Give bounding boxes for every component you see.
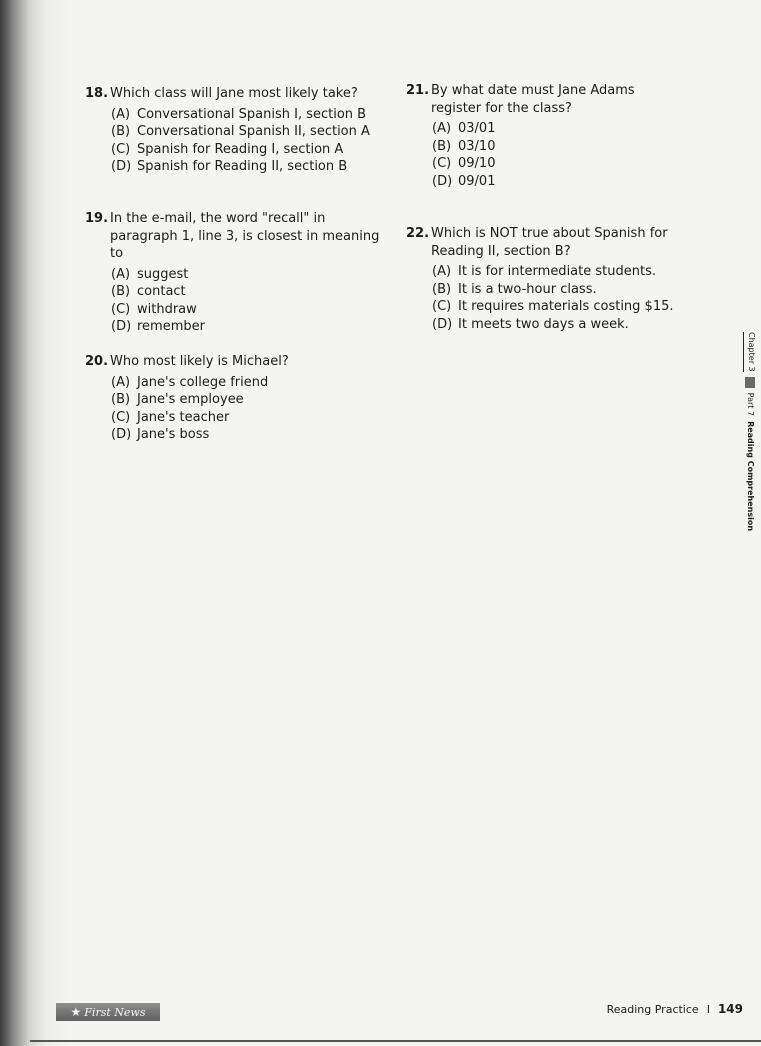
option-letter: (C): [111, 301, 131, 317]
option-letter: (A): [111, 374, 131, 390]
option-text: 03/10: [458, 138, 496, 154]
answer-option-d: [111, 426, 385, 444]
option-text: Spanish for Reading II, section B: [137, 159, 348, 174]
publisher-logo-text: First News: [84, 1005, 146, 1019]
answer-options: [111, 374, 385, 444]
option-letter: (A): [432, 121, 452, 136]
question-text: Which class will Jane most likely take?: [110, 86, 358, 101]
option-text: remember: [137, 319, 205, 334]
option-letter: (D): [111, 319, 132, 334]
option-text: 03/01: [458, 121, 496, 136]
question-number: 18.: [85, 86, 109, 101]
option-text: It is a two-hour class.: [458, 281, 597, 297]
side-tab-chapter: Chapter 3: [743, 332, 758, 372]
question-18: [85, 85, 385, 176]
question-text: Which is NOT true about Spanish for Reading II, section B?: [431, 226, 668, 259]
option-text: It meets two days a week.: [458, 316, 629, 332]
option-text: 09/01: [458, 173, 496, 189]
answer-option-c: [432, 298, 686, 316]
answer-option-b: [111, 123, 385, 141]
answer-option-a: [432, 263, 686, 281]
publisher-logo: [56, 1003, 160, 1021]
answer-option-d: [432, 173, 686, 191]
option-text: Conversational Spanish I, section B: [137, 106, 367, 122]
option-text: suggest: [137, 266, 189, 282]
option-text: contact: [137, 284, 186, 299]
page-footer: [607, 1002, 743, 1016]
option-letter: (D): [432, 316, 453, 332]
option-letter: (B): [432, 281, 452, 297]
question-text: In the e-mail, the word "recall" in paragraph 1, line 3, is closest in meaning to: [110, 211, 380, 261]
option-letter: (B): [111, 124, 131, 139]
question-21: [406, 82, 686, 190]
footer-section-title: Reading Practice: [606, 1002, 699, 1016]
option-letter: (C): [432, 156, 452, 171]
option-text: Jane's employee: [137, 392, 244, 407]
answer-option-c: [111, 301, 385, 319]
answer-option-b: [432, 138, 686, 156]
answer-option-c: [111, 141, 385, 159]
option-text: Jane's college friend: [137, 374, 269, 390]
answer-option-b: [432, 281, 686, 299]
answer-option-a: [111, 106, 385, 124]
option-letter: (D): [111, 159, 132, 174]
option-text: It is for intermediate students.: [458, 264, 656, 279]
question-19: [85, 210, 385, 336]
page-number: 149: [717, 1002, 743, 1016]
answer-option-d: [432, 316, 686, 334]
option-letter: (A): [432, 264, 452, 279]
option-letter: (C): [432, 299, 452, 314]
option-text: withdraw: [137, 301, 197, 317]
question-number: 21.: [406, 83, 430, 98]
option-letter: (B): [432, 138, 452, 154]
star-icon: ★: [70, 1005, 82, 1019]
chapter-side-tab: [744, 332, 758, 532]
answer-option-d: [111, 318, 385, 336]
option-letter: (B): [111, 392, 131, 407]
page-bottom-edge: [30, 1040, 761, 1042]
question-number: 20.: [85, 354, 109, 369]
option-text: Spanish for Reading I, section A: [137, 141, 344, 157]
option-text: 09/10: [458, 156, 496, 171]
answer-option-c: [432, 155, 686, 173]
option-letter: (A): [111, 106, 131, 122]
answer-options: [432, 120, 686, 190]
side-tab-title: Reading Comprehension: [746, 421, 756, 532]
question-20: [85, 353, 385, 444]
question-number: 22.: [406, 226, 430, 241]
option-letter: (A): [111, 266, 131, 282]
question-text: By what date must Jane Adams register for the class?: [431, 83, 635, 116]
question-number: 19.: [85, 211, 109, 226]
option-letter: (D): [432, 173, 453, 189]
question-22: [406, 225, 686, 333]
option-text: It requires materials costing $15.: [458, 299, 674, 314]
option-letter: (D): [111, 427, 132, 442]
answer-option-a: [111, 374, 385, 392]
option-letter: (B): [111, 284, 131, 299]
option-letter: (C): [111, 141, 131, 157]
answer-option-c: [111, 409, 385, 427]
option-text: Jane's teacher: [137, 409, 230, 425]
option-text: Conversational Spanish II, section A: [137, 124, 370, 139]
answer-option-d: [111, 158, 385, 176]
answer-options: [432, 263, 686, 333]
option-letter: (C): [111, 409, 131, 425]
answer-options: [111, 106, 385, 176]
answer-option-b: [111, 391, 385, 409]
side-tab-marker: [746, 377, 756, 388]
footer-separator: I: [706, 1002, 710, 1016]
answer-options: [111, 266, 385, 336]
question-text: Who most likely is Michael?: [110, 354, 289, 369]
side-tab-part: Part 7: [746, 392, 756, 417]
answer-option-b: [111, 283, 385, 301]
option-text: Jane's boss: [137, 427, 210, 442]
answer-option-a: [111, 266, 385, 284]
answer-option-a: [432, 120, 686, 138]
